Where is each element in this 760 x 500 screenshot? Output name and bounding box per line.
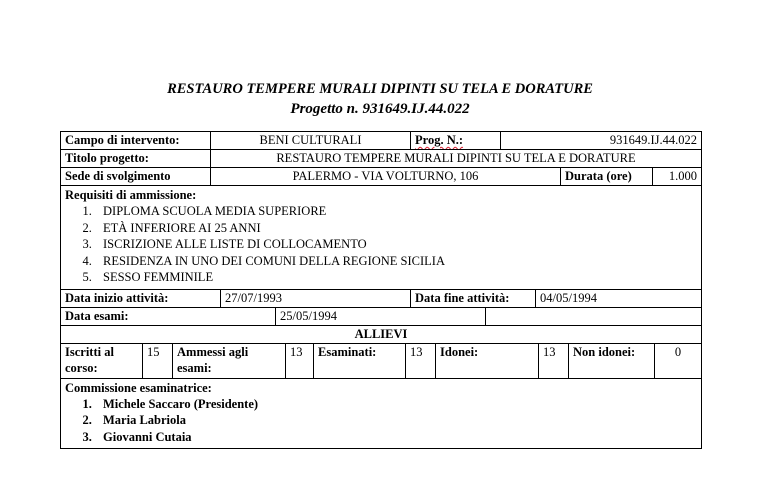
data-esami-value: 25/05/1994 bbox=[276, 308, 486, 325]
requisito-item: 4. RESIDENZA IN UNO DEI COMUNI DELLA REGIONE SICILIA bbox=[95, 253, 697, 270]
ammessi-label: Ammessi agli esami: bbox=[173, 344, 286, 378]
requisito-item: 2. ETÀ INFERIORE AI 25 ANNI bbox=[95, 220, 697, 237]
commissione-list bbox=[65, 396, 697, 446]
project-number: 931649.IJ.44.022 bbox=[362, 101, 470, 117]
commissione-member: 1. Michele Saccaro (Presidente) bbox=[95, 396, 697, 413]
titolo-value: RESTAURO TEMPERE MURALI DIPINTI SU TELA E DORATURE bbox=[276, 151, 636, 165]
data-inizio-label: Data inizio attività: bbox=[61, 290, 221, 307]
requisito-item: 3. ISCRIZIONE ALLE LISTE DI COLLOCAMENTO bbox=[95, 236, 697, 253]
requisiti-block bbox=[61, 186, 701, 290]
idonei-value: 13 bbox=[539, 344, 569, 378]
row-date-attivita bbox=[61, 290, 701, 308]
titolo-label: Titolo progetto: bbox=[61, 150, 211, 167]
data-fine-label: Data fine attività: bbox=[411, 290, 536, 307]
row-allievi bbox=[61, 326, 701, 344]
project-prefix: Progetto n. bbox=[290, 101, 359, 117]
idonei-label: Idonei: bbox=[436, 344, 539, 378]
ammessi-value: 13 bbox=[286, 344, 314, 378]
requisito-item: 5. SESSO FEMMINILE bbox=[95, 269, 697, 286]
prog-label-text: Prog. N.: bbox=[415, 133, 464, 147]
allievi-heading: ALLIEVI bbox=[354, 326, 408, 341]
data-inizio-value: 27/07/1993 bbox=[221, 290, 411, 307]
data-fine-value: 04/05/1994 bbox=[540, 290, 597, 305]
iscritti-value: 15 bbox=[143, 344, 173, 378]
requisiti-label: Requisiti di ammissione: bbox=[65, 188, 197, 202]
requisiti-list bbox=[65, 203, 697, 286]
non-idonei-label: Non idonei: bbox=[569, 344, 655, 378]
campo-label: Campo di intervento: bbox=[61, 132, 211, 149]
project-heading bbox=[0, 101, 760, 118]
document-title: RESTAURO TEMPERE MURALI DIPINTI SU TELA E DORATURE bbox=[167, 81, 593, 97]
commissione-member: 2. Maria Labriola bbox=[95, 412, 697, 429]
sede-label: Sede di svolgimento bbox=[61, 168, 211, 185]
durata-label: Durata (ore) bbox=[561, 168, 653, 185]
row-data-esami bbox=[61, 308, 701, 326]
iscritti-label: Iscritti al corso: bbox=[61, 344, 143, 378]
requisito-item: 1. DIPLOMA SCUOLA MEDIA SUPERIORE bbox=[95, 203, 697, 220]
row-sede bbox=[61, 168, 701, 186]
sede-value: PALERMO - VIA VOLTURNO, 106 bbox=[211, 168, 561, 185]
prog-value: 931649.IJ.44.022 bbox=[609, 133, 697, 147]
prog-label bbox=[411, 132, 501, 149]
data-esami-empty bbox=[486, 308, 701, 325]
data-esami-label: Data esami: bbox=[61, 308, 276, 325]
esaminati-value: 13 bbox=[406, 344, 436, 378]
row-titolo bbox=[61, 150, 701, 168]
durata-value: 1.000 bbox=[668, 169, 697, 183]
esaminati-label: Esaminati: bbox=[314, 344, 406, 378]
commissione-block bbox=[61, 379, 701, 449]
commissione-label: Commissione esaminatrice: bbox=[65, 380, 212, 395]
non-idonei-value: 0 bbox=[674, 344, 682, 359]
row-allievi-counts bbox=[61, 344, 701, 379]
project-form-table bbox=[60, 131, 702, 449]
commissione-member: 3. Giovanni Cutaia bbox=[95, 429, 697, 446]
campo-value: BENI CULTURALI bbox=[211, 132, 411, 149]
row-campo bbox=[61, 132, 701, 150]
